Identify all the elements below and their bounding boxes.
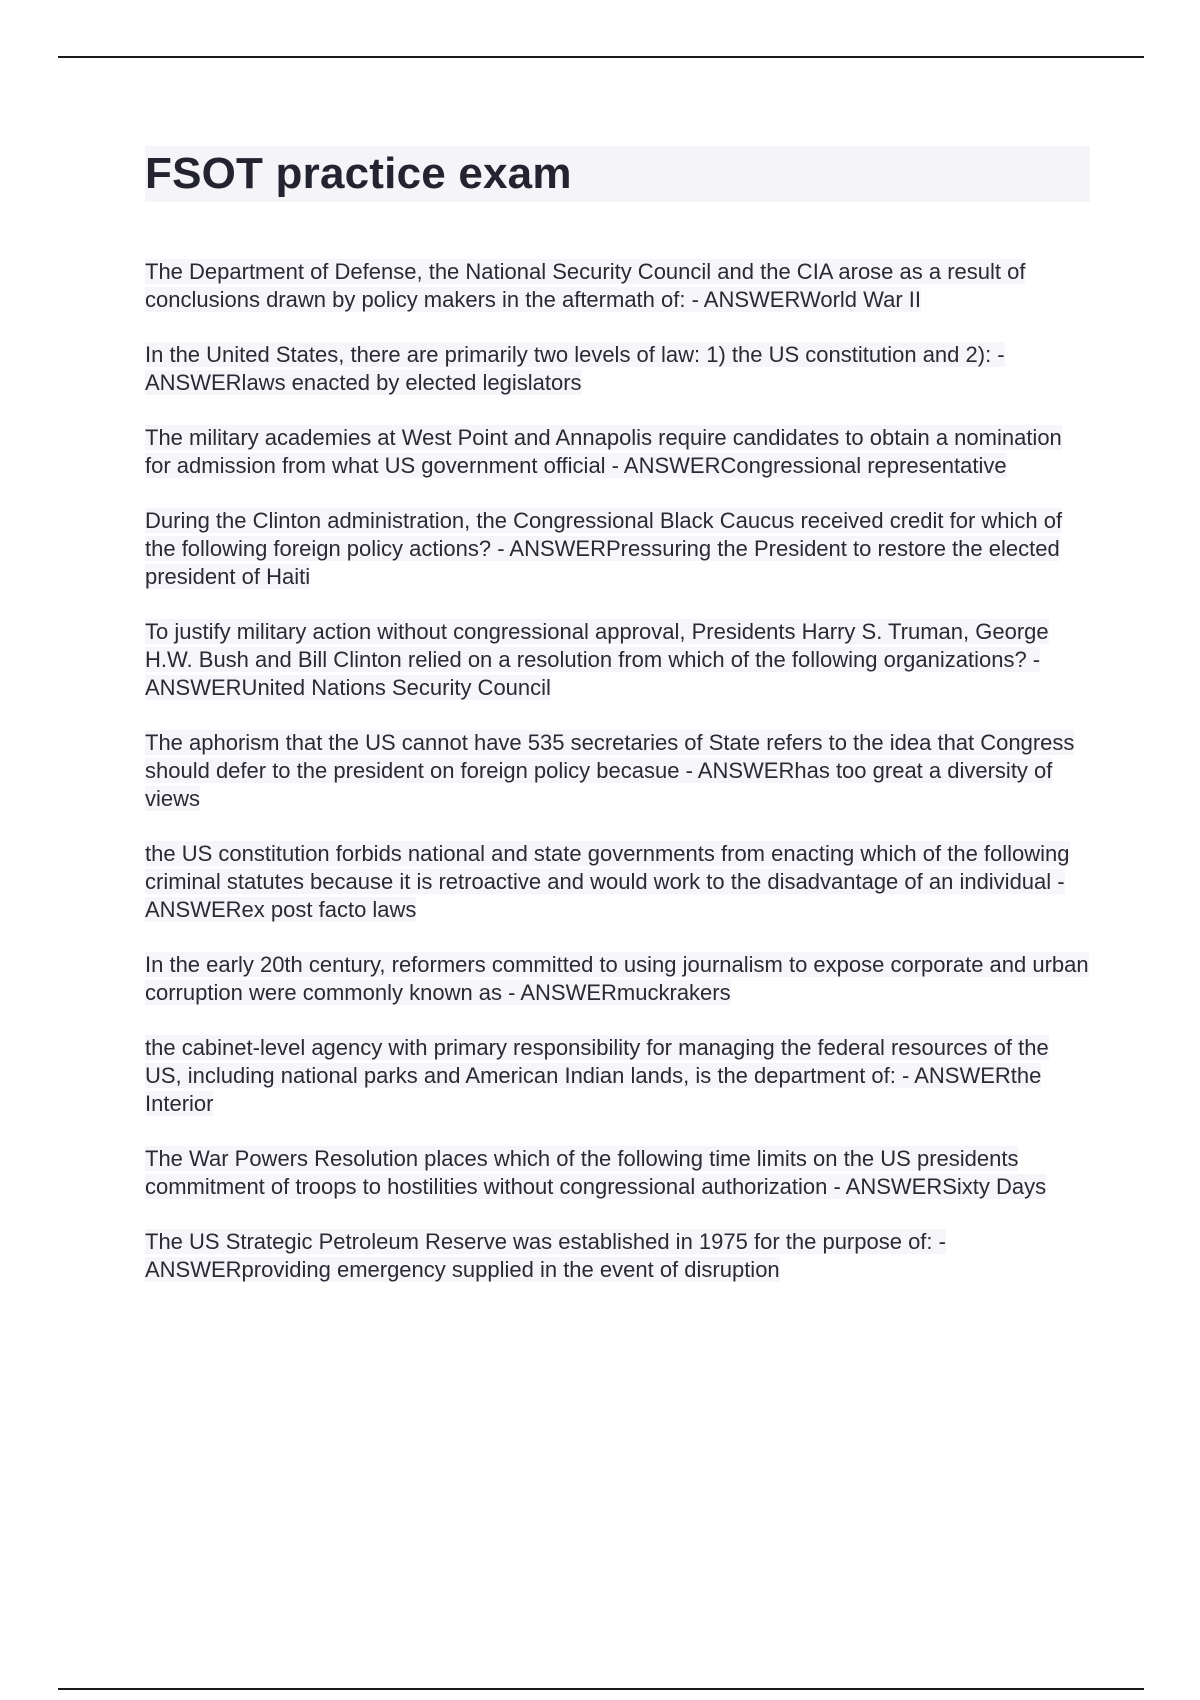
bottom-divider <box>58 1688 1144 1690</box>
qa-item <box>145 1228 1090 1284</box>
qa-item <box>145 258 1090 314</box>
title-band <box>145 146 1090 202</box>
qa-text: the US constitution forbids national and state governments from enacting which of the following criminal statutes because it is retroactive and would work to the disadvantage of an individual - ANSWERex post facto laws <box>145 841 1070 922</box>
qa-text: The aphorism that the US cannot have 535 secretaries of State refers to the idea that Congress should defer to the president on foreign policy becasue - ANSWERhas too great a diversity of views <box>145 730 1075 811</box>
qa-text: In the early 20th century, reformers committed to using journalism to expose corporate and urban corruption were commonly known as - ANSWERmuckrakers <box>145 952 1089 1005</box>
page-title: FSOT practice exam <box>145 149 572 198</box>
question-list <box>145 258 1090 1284</box>
qa-text: The US Strategic Petroleum Reserve was established in 1975 for the purpose of: - ANSWERproviding emergency supplied in the event of disruption <box>145 1229 946 1282</box>
qa-item <box>145 507 1090 591</box>
qa-text: the cabinet-level agency with primary responsibility for managing the federal resources of the US, including national parks and American Indian lands, is the department of: - ANSWERthe Interior <box>145 1035 1049 1116</box>
qa-item <box>145 1145 1090 1201</box>
qa-text: The War Powers Resolution places which of the following time limits on the US presidents commitment of troops to hostilities without congressional authorization - ANSWERSixty Days <box>145 1146 1047 1199</box>
qa-item <box>145 424 1090 480</box>
qa-text: To justify military action without congressional approval, Presidents Harry S. Truman, George H.W. Bush and Bill Clinton relied on a resolution from which of the following organizations? - ANSWERUnited Nations Security Council <box>145 619 1049 700</box>
qa-item <box>145 840 1090 924</box>
qa-item <box>145 729 1090 813</box>
top-divider <box>58 56 1144 58</box>
qa-item <box>145 1034 1090 1118</box>
qa-item <box>145 618 1090 702</box>
qa-text: The Department of Defense, the National Security Council and the CIA arose as a result of conclusions drawn by policy makers in the aftermath of: - ANSWERWorld War II <box>145 259 1026 312</box>
qa-text: In the United States, there are primarily two levels of law: 1) the US constitution and 2): - ANSWERlaws enacted by elected legislators <box>145 342 1005 395</box>
qa-item <box>145 951 1090 1007</box>
qa-text: During the Clinton administration, the Congressional Black Caucus received credit for which of the following foreign policy actions? - ANSWERPressuring the President to restore the elected president of Haiti <box>145 508 1063 589</box>
qa-text: The military academies at West Point and Annapolis require candidates to obtain a nomination for admission from what US government official - ANSWERCongressional representative <box>145 425 1062 478</box>
qa-item <box>145 341 1090 397</box>
document-body <box>145 146 1090 1311</box>
